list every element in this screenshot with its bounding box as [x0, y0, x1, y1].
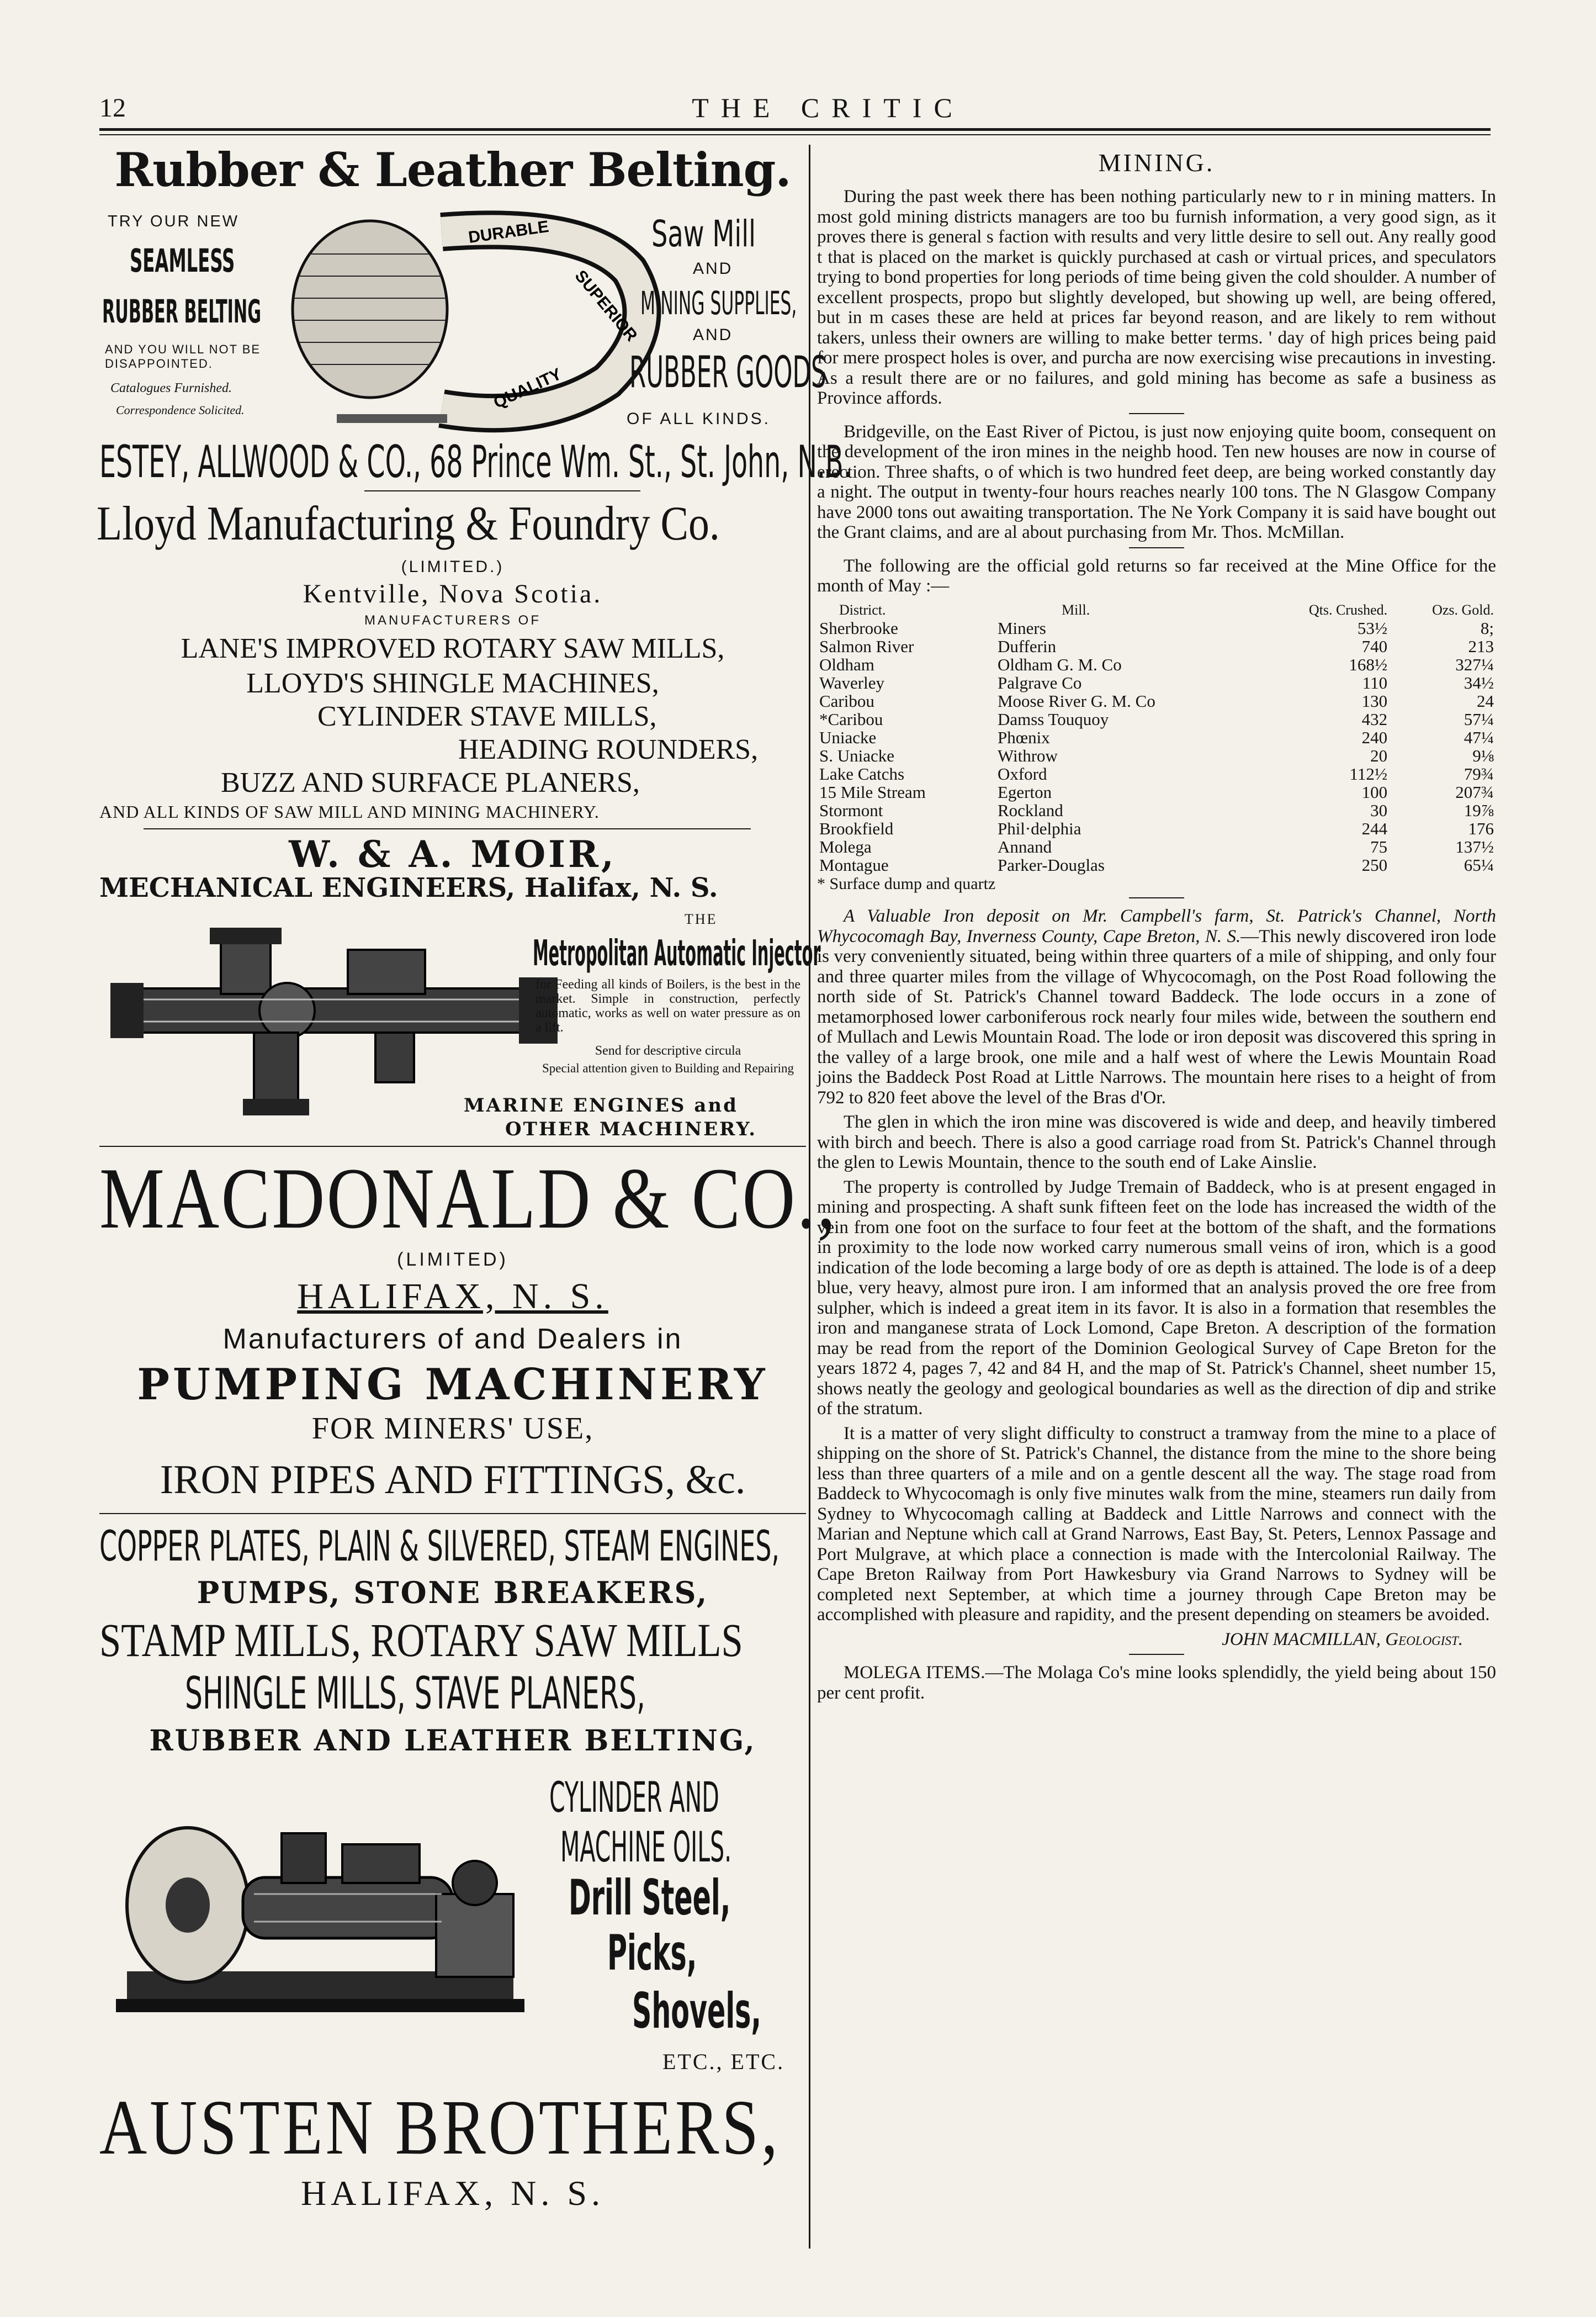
- cell-qts: 250: [1361, 855, 1388, 875]
- cell-ozs: 79¾: [1464, 764, 1494, 784]
- austen-side-picks: Picks,: [607, 1924, 697, 1981]
- cell-qts: 30: [1370, 800, 1388, 820]
- belting-right-and2: AND: [693, 326, 733, 344]
- cell-ozs: 327¼: [1455, 654, 1494, 674]
- cell-mill: Palgrave Co: [997, 673, 1082, 692]
- belting-illustration: [276, 199, 674, 436]
- austen-side-drill: Drill Steel,: [569, 1869, 731, 1926]
- mining-sep-3: [1129, 897, 1184, 898]
- austen-side-etc: ETC., ETC.: [662, 2049, 785, 2074]
- table-row: [817, 619, 1496, 637]
- cell-ozs: 137½: [1455, 837, 1494, 856]
- table-row: [817, 674, 1496, 692]
- cell-mill: Parker-Douglas: [997, 855, 1105, 875]
- cell-ozs: 207¾: [1455, 782, 1494, 802]
- macdonald-limited: (LIMITED): [397, 1249, 508, 1270]
- cell-qts: 75: [1370, 837, 1388, 856]
- moir-other: OTHER MACHINERY.: [505, 1118, 757, 1140]
- macdonald-manufacturers: Manufacturers of and Dealers in: [222, 1323, 683, 1355]
- cell-qts: 244: [1361, 818, 1388, 838]
- table-footnote: * Surface dump and quartz: [817, 874, 996, 893]
- austen-side-oils: CYLINDER AND: [549, 1773, 719, 1822]
- cell-district: Uniacke: [819, 727, 877, 747]
- cell-qts: 130: [1361, 691, 1388, 711]
- lloyd-product-5: AND ALL KINDS OF SAW MILL AND MINING MACHINERY.: [99, 802, 600, 822]
- cell-mill: Phil·delphia: [997, 818, 1081, 838]
- mining-para-4: [817, 906, 1496, 1108]
- header-rule-1: [99, 128, 1491, 131]
- belting-address: ESTEY, ALLWOOD & CO., 68 Prince Wm. St., St. John, N.B.: [99, 436, 852, 488]
- masthead: THE CRITIC: [692, 92, 964, 123]
- cell-district: Salmon River: [819, 636, 914, 656]
- table-row: [817, 838, 1496, 856]
- austen-stamp: STAMP MILLS, ROTARY SAW MILLS: [99, 1614, 743, 1667]
- mining-para-8: [817, 1663, 1496, 1703]
- cell-qts: 432: [1361, 709, 1388, 729]
- molega-text: —The Molaga Co's mine looks splendidly, the yield being about 150 per cent profit.: [817, 1663, 1496, 1703]
- mining-para-5: The glen in which the iron mine was discovered is wide and deep, and heavily timbered with birch and beech. There is also a good carriage road from St. Patrick's Channel through the glen to Lewis Mountain, thence to the south end of Lake Ainslie.: [817, 1112, 1496, 1172]
- mining-sep-1: [1129, 413, 1184, 414]
- mining-sep-2: [1129, 547, 1184, 548]
- gold-returns-table: [817, 601, 1496, 874]
- belting-left-correspondence: Correspondence Solicited.: [116, 403, 245, 417]
- cell-qts: 100: [1361, 782, 1388, 802]
- cell-ozs: 213: [1468, 636, 1494, 656]
- belt-word-superior: SUPERIOR: [571, 267, 641, 345]
- cell-district: *Caribou: [819, 709, 883, 729]
- belting-right-rubber: RUBBER GOODS: [629, 348, 826, 398]
- austen-city: HALIFAX, N. S.: [301, 2173, 605, 2213]
- austen-pumps: PUMPS, STONE BREAKERS,: [197, 1575, 709, 1610]
- cell-qts: 240: [1361, 727, 1388, 747]
- austen-side-machine: MACHINE OILS.: [560, 1822, 732, 1871]
- lloyd-product-0: LANE'S IMPROVED ROTARY SAW MILLS,: [181, 633, 725, 664]
- belting-title: Rubber & Leather Belting.: [114, 142, 791, 197]
- lloyd-limited: (LIMITED.): [401, 558, 505, 576]
- cell-district: Molega: [819, 837, 872, 856]
- cell-district: S. Uniacke: [819, 745, 895, 765]
- moir-title: W. & A. MOIR,: [289, 833, 617, 876]
- mining-article: [817, 187, 1496, 1707]
- cell-mill: Annand: [997, 837, 1052, 856]
- cell-district: Waverley: [819, 673, 884, 692]
- macdonald-for-miners: FOR MINERS' USE,: [311, 1411, 594, 1446]
- macdonald-bottom-rule: [99, 1513, 806, 1514]
- austen-title: AUSTEN BROTHERS,: [99, 2083, 781, 2171]
- mining-para-3: The following are the official gold returns so far received at the Mine Office for the month of May :—: [817, 556, 1496, 596]
- cell-district: Montague: [819, 855, 889, 875]
- belting-left-rubber: RUBBER BELTING: [102, 293, 262, 330]
- cell-district: Sherbrooke: [819, 618, 898, 638]
- lloyd-bottom-rule: [144, 828, 751, 829]
- table-row: [817, 765, 1496, 783]
- cell-district: Caribou: [819, 691, 874, 711]
- cell-ozs: 24: [1477, 691, 1494, 711]
- iron-deposit-title: A Valuable Iron deposit on Mr. Campbell's farm, St. Patrick's Channel, North Whycocomagh Bay, Inverness County, Cape Breton, N. S.: [817, 906, 1496, 946]
- table-header-row: [817, 601, 1496, 619]
- mining-para-7: It is a matter of very slight difficulty to construct a tramway from the mine to a place of shipping on the shore of St. Patrick's Channel, the distance from the mine to the shore being less than three quarters of a mile and on a gentle descent all the way. The stage road from Baddeck to Whycocomagh is only five minutes walk from the mine, steamers run daily from Sydney to Whycocomagh calling at Baddeck and Little Narrows and connect with the Marian and Neptune which call at Grand Narrows, East Bay, St. Peters, Lennox Passage and Port Mulgrave, at which place a connection is made with the Intercolonial Railway. The Cape Breton Railway from Port Hawkesbury via Grand Narrows to Sydney will be completed next September, at which time a journey through Cape Breton may be accomplished with pleasure and rapidity, and the present depending on steamers be avoided.: [817, 1423, 1496, 1625]
- belt-word-durable: DURABLE: [467, 217, 550, 247]
- table-row: [817, 728, 1496, 747]
- lloyd-location: Kentville, Nova Scotia.: [303, 579, 603, 609]
- macdonald-city: HALIFAX, N. S.: [297, 1276, 608, 1316]
- lloyd-product-1: LLOYD'S SHINGLE MACHINES,: [246, 668, 659, 699]
- moir-send: Send for descriptive circula: [595, 1044, 741, 1058]
- cell-mill: Oldham G. M. Co: [997, 654, 1122, 674]
- cell-qts: 112½: [1349, 764, 1388, 784]
- cell-district: Lake Catchs: [819, 764, 905, 784]
- cell-district: Stormont: [819, 800, 883, 820]
- cell-ozs: 65¼: [1464, 855, 1494, 875]
- moir-bottom-rule: [99, 1146, 806, 1147]
- page-number: 12: [99, 93, 126, 123]
- austen-copper: COPPER PLATES, PLAIN & SILVERED, STEAM ENGINES,: [99, 1521, 780, 1570]
- lloyd-product-3: HEADING ROUNDERS,: [458, 734, 759, 765]
- moir-special: Special attention given to Building and Repairing: [542, 1061, 794, 1075]
- belting-bottom-rule: [364, 490, 640, 491]
- lloyd-title: Lloyd Manufacturing & Foundry Co.: [97, 497, 720, 551]
- molega-title: MOLEGA ITEMS.: [844, 1663, 985, 1683]
- th-ozs: Ozs. Gold.: [1432, 601, 1494, 618]
- austen-side-shovels: Shovels,: [632, 1982, 762, 2039]
- cell-qts: 740: [1361, 636, 1388, 656]
- cell-ozs: 9⅛: [1472, 745, 1494, 765]
- cell-ozs: 8;: [1480, 618, 1494, 638]
- table-row: [817, 710, 1496, 728]
- belting-right-sawmill: Saw Mill: [651, 213, 756, 255]
- lloyd-product-4: BUZZ AND SURFACE PLANERS,: [221, 767, 640, 798]
- belting-right-mining: MINING SUPPLIES,: [640, 284, 797, 322]
- table-row: [817, 692, 1496, 710]
- moir-the: THE: [685, 911, 718, 927]
- steam-engine-illustration: [105, 1784, 535, 2027]
- table-row: [817, 801, 1496, 819]
- cell-mill: Oxford: [997, 764, 1047, 784]
- cell-mill: Egerton: [997, 782, 1052, 802]
- cell-district: Brookfield: [819, 818, 894, 838]
- belting-right-kinds: OF ALL KINDS.: [627, 410, 771, 428]
- belting-left-disappoint: AND YOU WILL NOT BE DISAPPOINTED.: [105, 342, 261, 371]
- cell-qts: 20: [1370, 745, 1388, 765]
- belting-left-seamless: SEAMLESS: [130, 242, 235, 279]
- cell-ozs: 34½: [1464, 673, 1494, 692]
- cell-qts: 168½: [1349, 654, 1388, 674]
- lloyd-manufacturers-of: MANUFACTURERS OF: [364, 613, 541, 628]
- cell-ozs: 176: [1468, 818, 1494, 838]
- cell-district: 15 Mile Stream: [819, 782, 926, 802]
- mining-para-2: Bridgeville, on the East River of Pictou, is just now enjoying quite boom, consequent on the development of the iron mines in the neighb hood. Ten new houses are now in course of erection. Three shafts, o of which is two hundred feet deep, are being worked constantly day a night. The output in twenty-four hours reaches nearly 100 tons. The N Glasgow Company have 2000 tons out awaiting transportation. The Ne York Company it is said have bought out the Grant claims, and are al about purchasing from Mr. Thos. McMillan.: [817, 421, 1496, 542]
- mining-signature: JOHN MACMILLAN, Geologist.: [1222, 1629, 1463, 1649]
- table-row: [817, 747, 1496, 765]
- cell-mill: Phœnix: [997, 727, 1050, 747]
- cell-mill: Miners: [997, 618, 1046, 638]
- austen-rubber: RUBBER AND LEATHER BELTING,: [149, 1724, 756, 1758]
- table-row: [817, 856, 1496, 874]
- cell-mill: Damss Touquoy: [997, 709, 1109, 729]
- cell-mill: Withrow: [997, 745, 1058, 765]
- header-rule-2: [99, 134, 1491, 135]
- mining-heading: MINING.: [1098, 149, 1215, 177]
- cell-mill: Rockland: [997, 800, 1063, 820]
- cell-ozs: 57¼: [1464, 709, 1494, 729]
- table-row: [817, 819, 1496, 838]
- th-district: District.: [839, 601, 886, 618]
- belting-left-catalogues: Catalogues Furnished.: [110, 381, 232, 395]
- th-qts: Qts. Crushed.: [1308, 601, 1388, 618]
- austen-shingle: SHINGLE MILLS, STAVE PLANERS,: [185, 1668, 645, 1719]
- lloyd-product-2: CYLINDER STAVE MILLS,: [317, 701, 657, 732]
- belt-word-quality: QUALITY: [491, 364, 565, 412]
- moir-desc: for Feeding all kinds of Boilers, is the best in the market. Simple in construction, perfectly automatic, works as well on water pressure as on a lift.: [535, 977, 800, 1035]
- mining-para-6: The property is controlled by Judge Tremain of Baddeck, who is at present engaged in mining and prospecting. A shaft sunk fifteen feet on the lode has increased the width of the vein from one foot on the surface to four feet at the bottom of the shaft, and the formations in proximity to the lode now worked carry numerous small veins of iron, which is a good indication of the lode becoming a large body of ore as depth is attained. The lode is of a deep blue, very heavy, almost pure iron. I am informed that an analysis proved the ore free from sulpher, which is indeed a great item in its favor. It is also in a formation that resembles the iron and manganese strata of Lock Lomond, Cape Breton. A description of the formation may be read from the report of the Dominion Geological Survey of Cape Breton for the years 1872 4, pages 7, 42 and 84 H, and the map of St. Patrick's Channel, sheet number 15, shows neatly the geology and geological boundaries as well as the direction of dip and strike of the stratum.: [817, 1177, 1496, 1419]
- cell-district: Oldham: [819, 654, 874, 674]
- table-row: [817, 637, 1496, 655]
- belting-left-try: TRY OUR NEW: [108, 213, 240, 230]
- cell-ozs: 47¼: [1464, 727, 1494, 747]
- th-mill: Mill.: [1061, 601, 1090, 618]
- cell-ozs: 19⅞: [1464, 800, 1494, 820]
- macdonald-iron: IRON PIPES AND FITTINGS, &c.: [160, 1457, 746, 1503]
- cell-qts: 110: [1362, 673, 1388, 692]
- moir-subtitle: MECHANICAL ENGINEERS, Halifax, N. S.: [99, 872, 718, 903]
- iron-deposit-text: —This newly discovered iron lode is very conveniently situated, being within three quarters of a mile of shipping, and only four and three quarter miles from the village of Whycocomagh, on the Post Road following the north side of St. Patrick's Channel toward Baddeck. The lode occurs in a zone of metamorphosed lower carboniferous rock nearly four miles wide, between the southern end of Mullach and Lewis Mountain Road. The lode or iron deposit was discovered this spring in the valley of a large brook, one mile and a half west of where the Lewis Mountain Road joins the Baddeck Post Road at Little Narrows. The mountain here rises to a height of from 792 to 820 feet above the level of the Bras d'Or.: [817, 926, 1496, 1108]
- moir-marine: MARINE ENGINES and: [464, 1094, 738, 1117]
- cell-mill: Moose River G. M. Co: [997, 691, 1155, 711]
- table-row: [817, 655, 1496, 674]
- macdonald-pumping: PUMPING MACHINERY: [137, 1359, 768, 1410]
- belting-right-and1: AND: [693, 260, 733, 278]
- cell-mill: Dufferin: [997, 636, 1057, 656]
- mining-sep-4: [1129, 1654, 1184, 1655]
- macdonald-title: MACDONALD & CO.,: [99, 1150, 837, 1247]
- cell-qts: 53½: [1357, 618, 1388, 638]
- moir-product: Metropolitan Automatic Injector: [533, 933, 821, 974]
- mining-para-1: During the past week there has been nothing particularly new to r in mining matters. In most gold mining districts managers are too bu furnish information, a very good sign, as it proves there is general s faction with results and very little desire to sell out. Any really good t that is placed on the market is quickly purchased at cash or virtual prices, and speculators trying to bond properties for long periods of time being given the cold shoulder. A number of excellent prospects, propo but slightly developed, but showing up well, are being offered, but in m cases these are held at prices far beyond reason, and are likely to rem without takers, unless their owners are willing to make better terms. ' day of high prices being paid for mere prospect holes is over, and purcha are now exercising wise precautions in investing. As a result there are or no failures, and gold mining has become as safe a business as Province affords.: [817, 187, 1496, 408]
- table-row: [817, 783, 1496, 801]
